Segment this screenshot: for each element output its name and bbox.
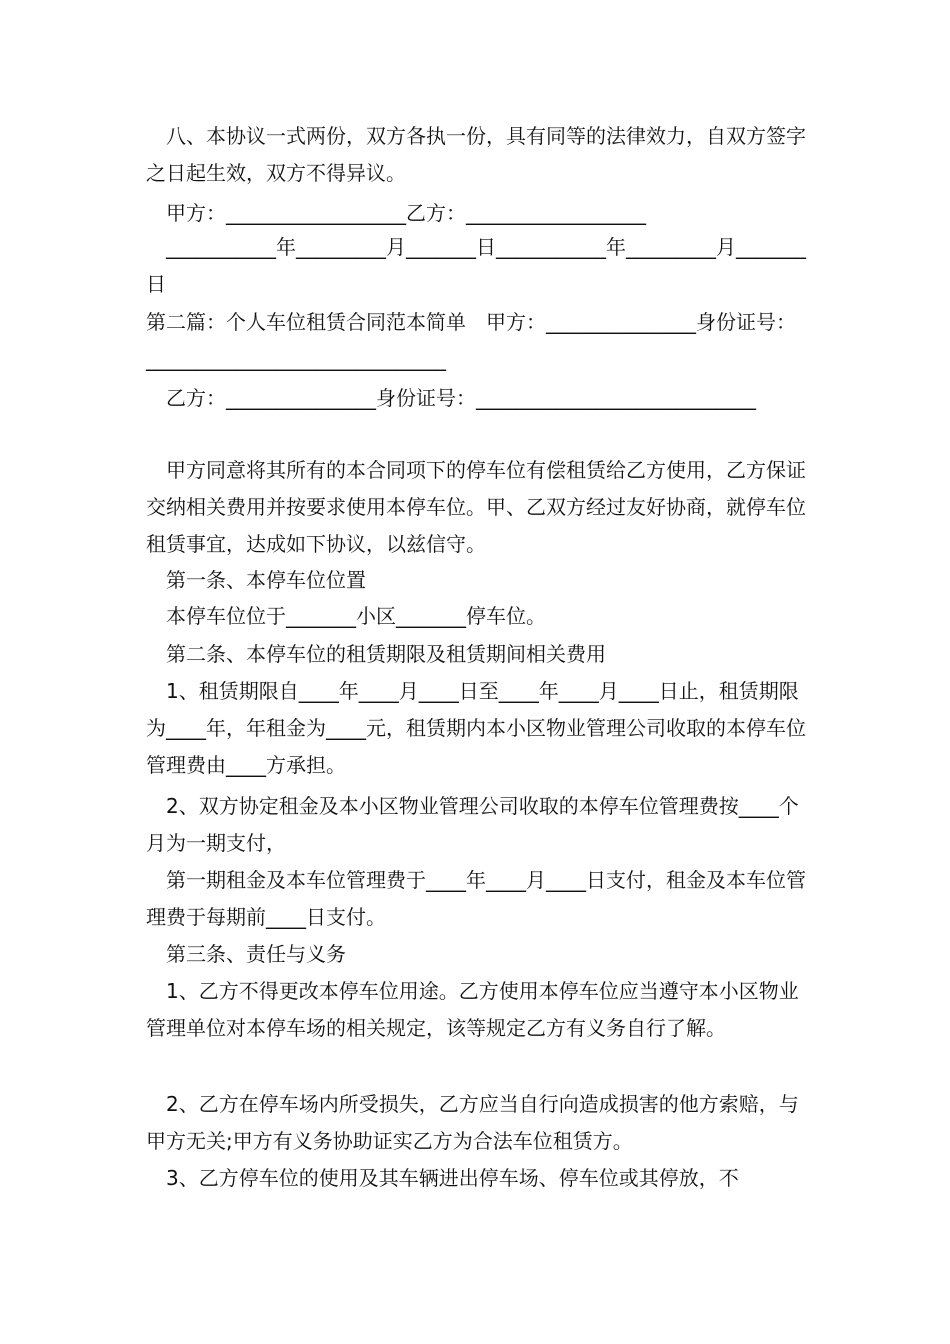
paragraph-first-payment: 第一期租金及本车位管理费于____年____月____日支付，租金及本车位管理费于每期前____日支付。 [146,868,806,929]
paragraph-duty-three: 3、乙方停车位的使用及其车辆进出停车场、停车位或其停放，不 [146,1166,739,1190]
paragraph-duty-one: 1、乙方不得更改本停车位用途。乙方使用本停车位应当遵守本小区物业管理单位对本停车场的相关规定，该等规定乙方有义务自行了解。 [146,979,799,1040]
heading-article-three: 第三条、责任与义务 [146,942,346,966]
paragraph-lease-term: 1、租赁期限自____年____月____日至____年____月____日止，租赁期限为____年，年租金为____元，租赁期内本小区物业管理公司收取的本停车位管理费由____方承担。 [146,679,806,777]
paragraph-agreement-copies: 八、本协议一式两份，双方各执一份，具有同等的法律效力，自双方签字之日起生效，双方不得异议。 [146,124,806,185]
paragraph-signature-parties: 甲方：__________________乙方：__________________ [146,201,646,225]
paragraph-preamble: 甲方同意将其所有的本合同项下的停车位有偿租赁给乙方使用，乙方保证交纳相关费用并按要求使用本停车位。甲、乙双方经过友好协商，就停车位租赁事宜，达成如下协议，以兹信守。 [146,458,806,556]
paragraph-location: 本停车位位于_______小区_______停车位。 [146,604,546,628]
heading-article-one: 第一条、本停车位位置 [146,568,366,592]
paragraph-duty-two: 2、乙方在停车场内所受损失，乙方应当自行向造成损害的他方索赔，与甲方无关;甲方有义务协助证实乙方为合法车位租赁方。 [146,1092,799,1153]
paragraph-party-b: 乙方：_______________身份证号：____________________________ [146,386,756,410]
heading-article-two: 第二条、本停车位的租赁期限及租赁期间相关费用 [146,642,606,666]
paragraph-payment-period: 2、双方协定租金及本小区物业管理公司收取的本停车位管理费按____个月为一期支付， [146,794,799,855]
paragraph-signature-dates: ___________年_________月_______日___________年_________月_______日 [146,235,806,296]
paragraph-part-two-title: 第二篇：个人车位租赁合同范本简单 甲方：_______________身份证号：______________________________ [146,310,796,371]
